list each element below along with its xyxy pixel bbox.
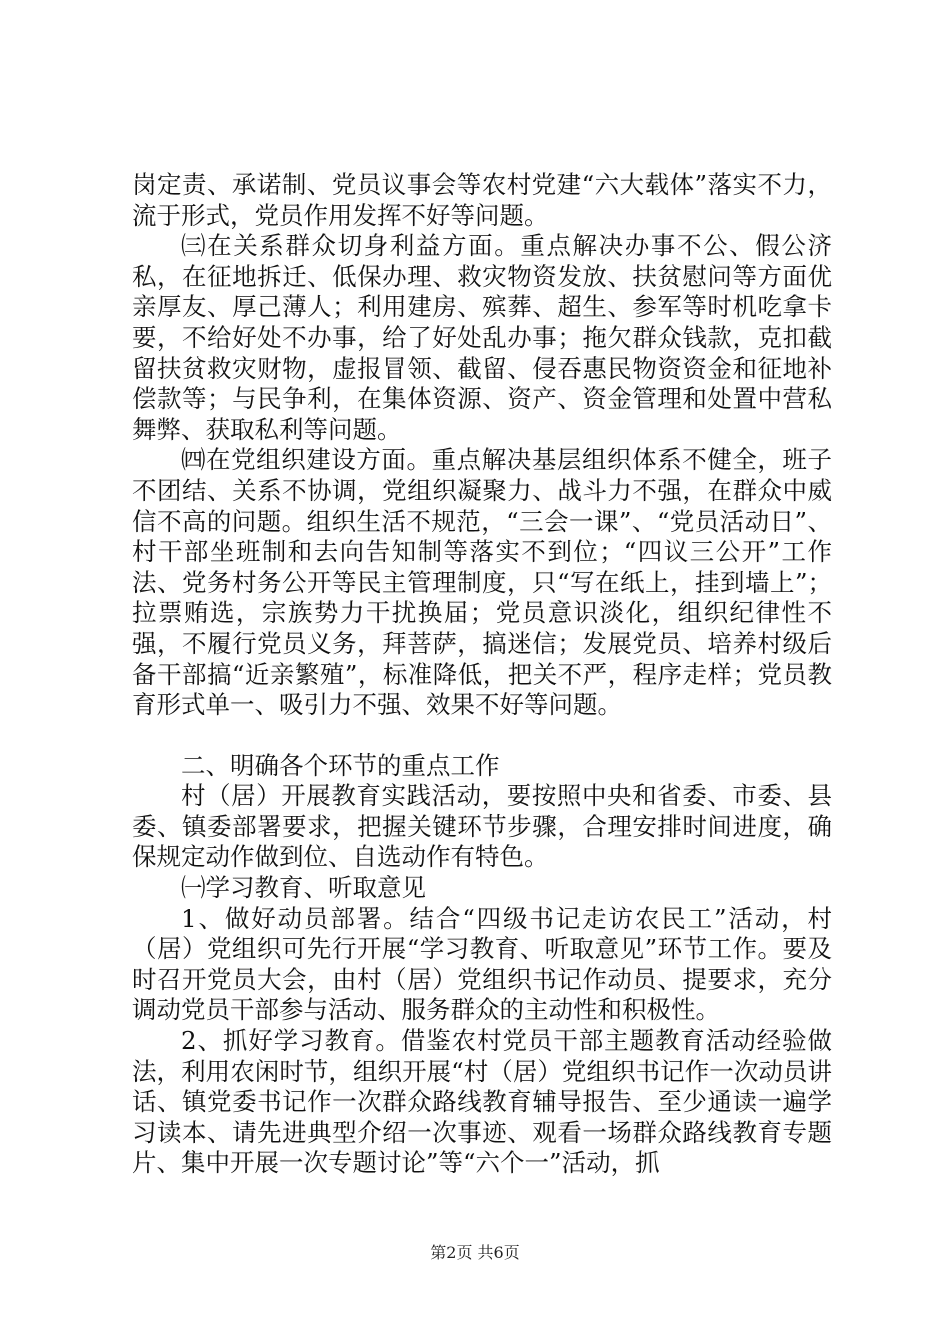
paragraph-item-4: ㈣在党组织建设方面。重点解决基层组织体系不健全，班子不团结、关系不协调，党组织凝聚力、战斗力不强，在群众中威信不高的问题。组织生活不规范，“三会一课”、“党员活动日”、村干部坐班制和去向告知制等落实不到位；“四议三公开”工作法、党务村务公开等民主管理制度，只“写在纸上，挂到墙上”；拉票贿选，宗族势力干扰换届；党员意识淡化，组织纪律性不强，不履行党员义务，拜菩萨，搞迷信；发展党员、培养村级后备干部搞“近亲繁殖”，标准降低，把关不严，程序走样；党员教育形式单一、吸引力不强、效果不好等问题。	[132, 445, 832, 720]
paragraph-step-1: 1、做好动员部署。结合“四级书记走访农民工”活动，村（居）党组织可先行开展“学习教育、听取意见”环节工作。要及时召开党员大会，由村（居）党组织书记作动员、提要求，充分调动党员干部参与活动、服务群众的主动性和积极性。	[132, 903, 832, 1025]
paragraph-item-3: ㈢在关系群众切身利益方面。重点解决办事不公、假公济私，在征地拆迁、低保办理、救灾物资发放、扶贫慰问等方面优亲厚友、厚己薄人；利用建房、殡葬、超生、参军等时机吃拿卡要，不给好处不办事，给了好处乱办事；拖欠群众钱款，克扣截留扶贫救灾财物，虚报冒领、截留、侵吞惠民物资资金和征地补偿款等；与民争利，在集体资源、资产、资金管理和处置中营私舞弊、获取私利等问题。	[132, 231, 832, 444]
page-footer: 第2页 共6页	[430, 1243, 520, 1262]
section-spacer	[132, 721, 832, 751]
paragraph-continuation: 岗定责、承诺制、党员议事会等农村党建“六大载体”落实不力，流于形式，党员作用发挥不好等问题。	[132, 170, 832, 230]
document-body	[132, 170, 832, 1179]
subsection-heading: ㈠学习教育、听取意见	[181, 873, 426, 903]
section-heading: 二、明确各个环节的重点工作	[181, 750, 500, 780]
paragraph-intro: 村（居）开展教育实践活动，要按照中央和省委、市委、县委、镇委部署要求，把握关键环节步骤，合理安排时间进度，确保规定动作做到位、自选动作有特色。	[132, 781, 832, 872]
paragraph-step-2: 2、抓好学习教育。借鉴农村党员干部主题教育活动经验做法，利用农闲时节，组织开展“村（居）党组织书记作一次动员讲话、镇党委书记作一次群众路线教育辅导报告、至少通读一遍学习读本、请先进典型介绍一次事迹、观看一场群众路线教育专题片、集中开展一次专题讨论”等“六个一”活动，抓	[132, 1026, 832, 1178]
